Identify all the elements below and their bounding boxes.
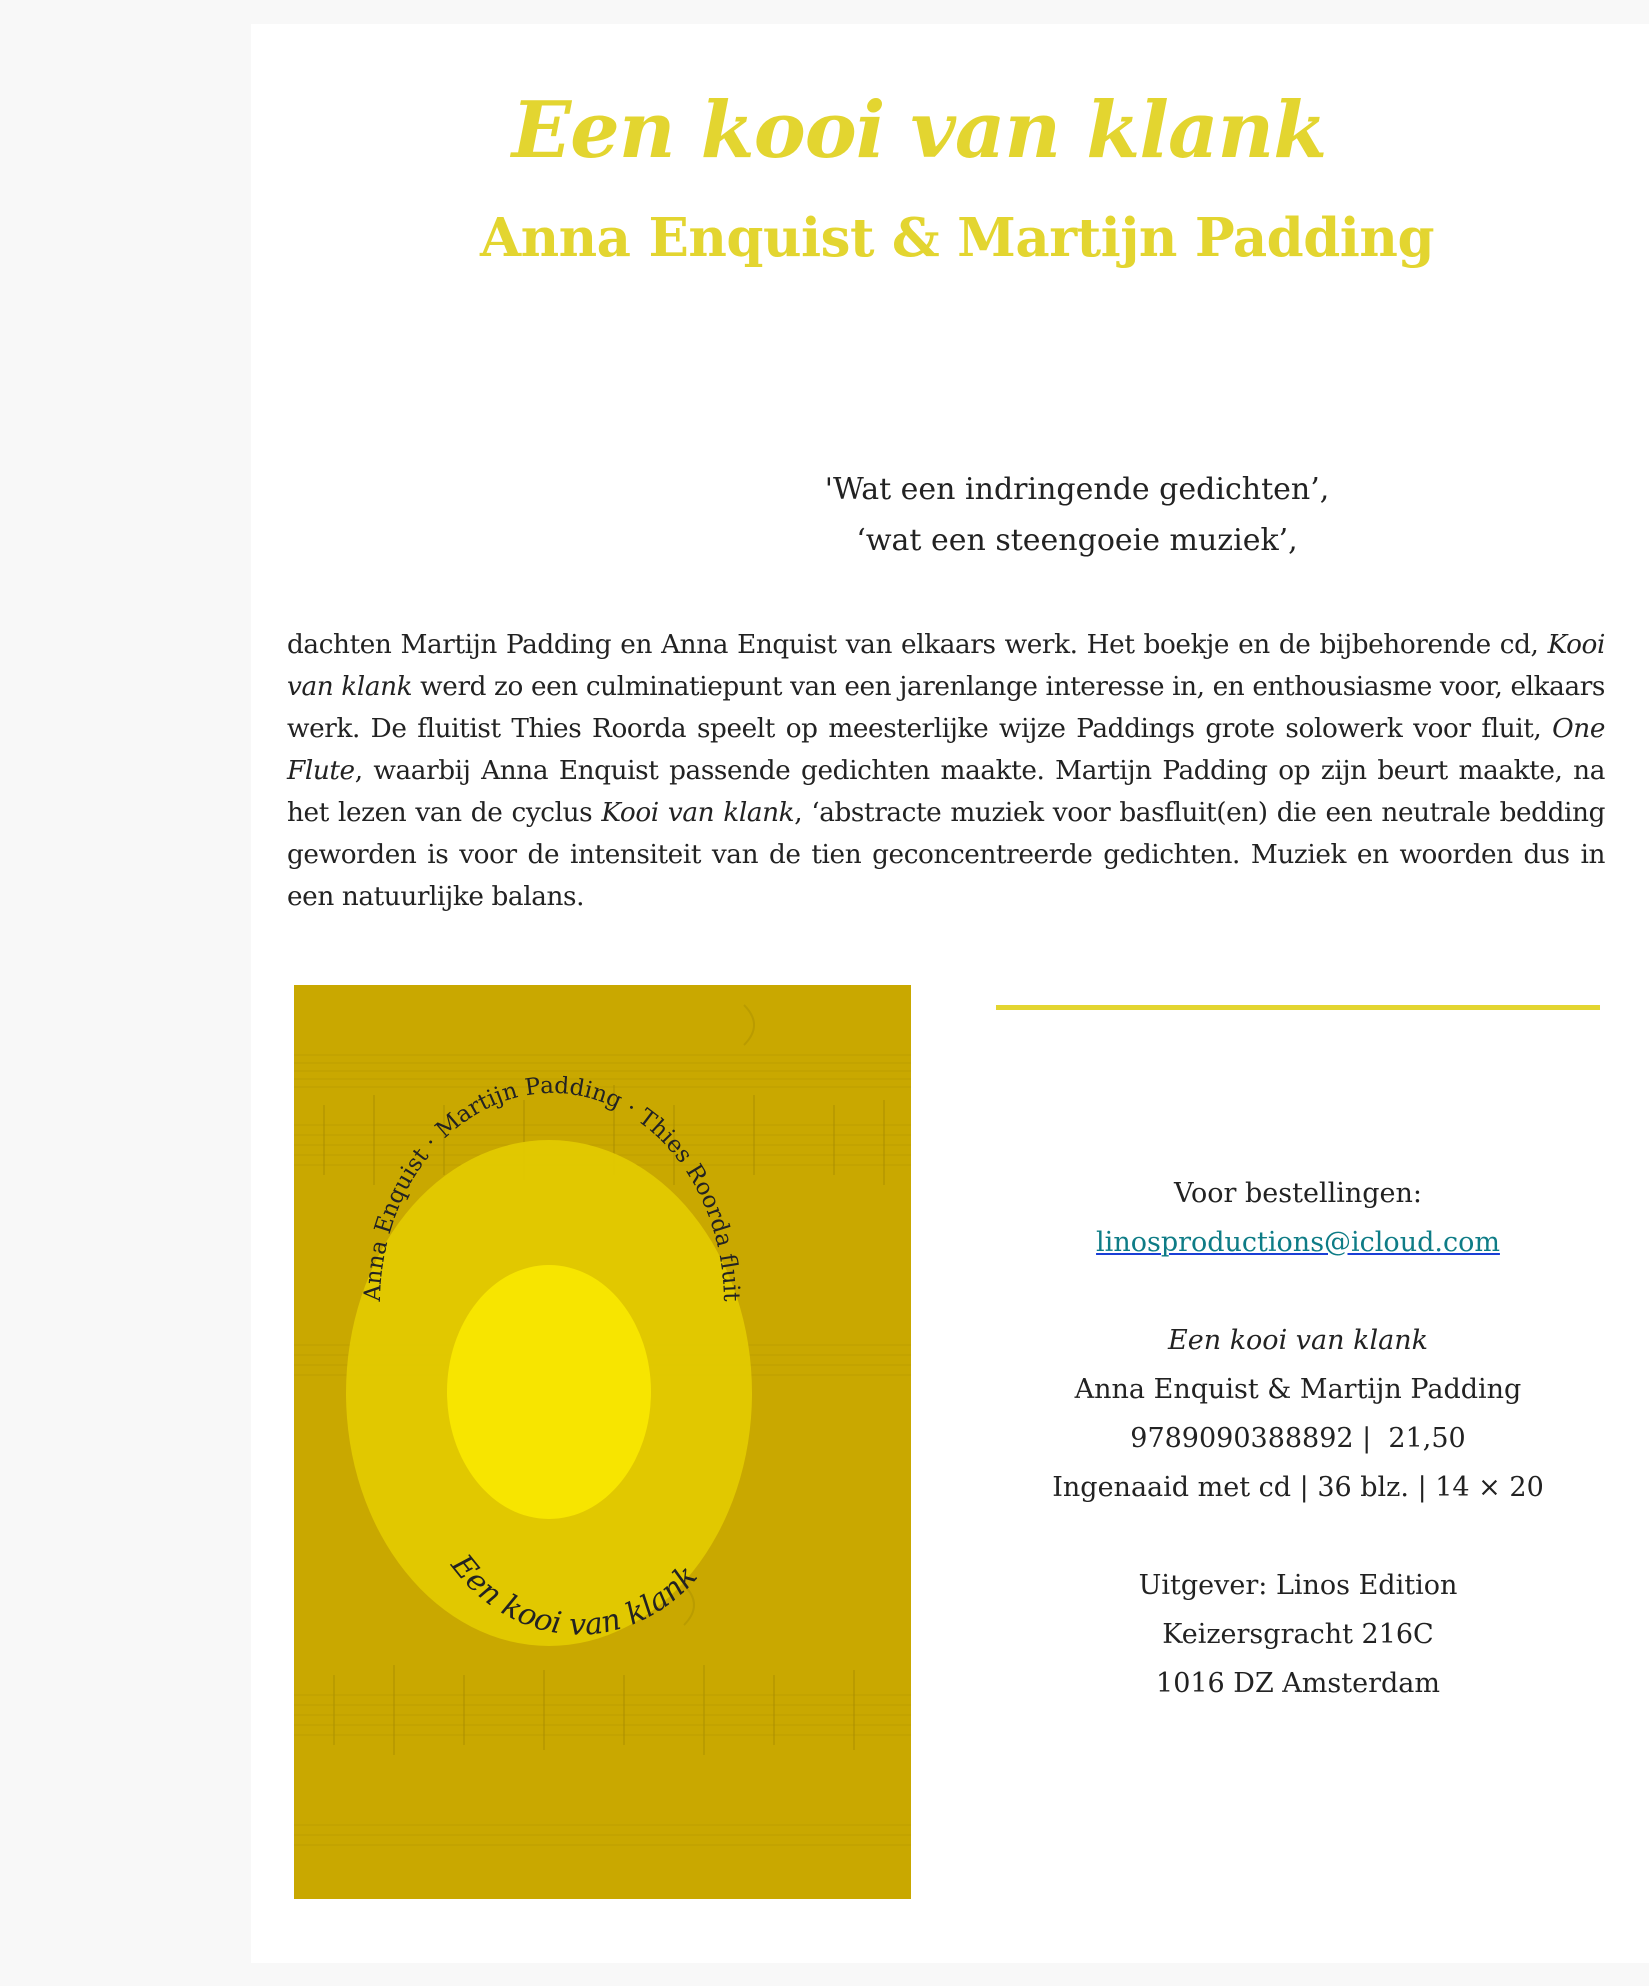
publisher-city: 1016 DZ Amsterdam [1156, 1668, 1440, 1699]
publisher-street: Keizersgracht 216C [1162, 1619, 1434, 1650]
description-italic-2: One Flute [287, 714, 1605, 786]
book-format: Ingenaaid met cd | 36 blz. | 14 × 20 [1052, 1472, 1544, 1503]
book-cover-art [294, 985, 911, 1899]
book-authors: Anna Enquist & Martijn Padding [1074, 1374, 1522, 1405]
description-text-1: dachten Martijn Padding en Anna Enquist van elkaars werk. Het boekje en de bijbehorende cd, [287, 630, 1548, 660]
description-text-2: werd zo een culminatiepunt van een jarenlange interesse in, en enthousiasme voor, elkaars werk. De fluitist Thies Roorda speelt op meesterlijke wijze Paddings grote solowerk voor fluit, [287, 672, 1605, 744]
description-text-4: , ‘abstracte muziek voor basfluit(en) die een neutrale bedding geworden is voor de intensiteit van de tien geconcentreerde gedichten. Muziek en woorden dus in een natuurlijke balans. [287, 798, 1606, 912]
divider-rule [996, 1005, 1600, 1010]
description-text-3: , waarbij Anna Enquist passende gedichten maakte. Martijn Padding op zijn beurt maakte, na het lezen van de cyclus [287, 756, 1605, 828]
description-italic-1: Kooi van klank [287, 630, 1605, 702]
publisher-name: Uitgever: Linos Edition [1138, 1570, 1458, 1601]
book-title: Een kooi van klank [1168, 1325, 1428, 1356]
description-italic-3: Kooi van klank [601, 798, 795, 828]
page-subtitle [251, 206, 1649, 270]
cover-title-text: Een kooi van klank [443, 1548, 705, 1643]
page-card [251, 24, 1649, 1963]
page-title-text: Een kooi van klank [511, 85, 1327, 176]
book-isbn-price: 9789090388892 | 21,50 [1130, 1423, 1466, 1454]
quote-line-2: ‘wat een steengoeie muziek’, [856, 523, 1298, 558]
quote-line-1: 'Wat een indringende gedichten’, [824, 472, 1330, 507]
page-subtitle-text: Anna Enquist & Martijn Padding [479, 207, 1435, 269]
cover-inner-disc [447, 1265, 651, 1519]
cover-credits-text: Anna Enquist · Martijn Padding · Thies Roorda fluit [359, 1072, 745, 1302]
order-email-link[interactable]: linosproductions@icloud.com [1096, 1227, 1500, 1258]
page-title [251, 86, 1649, 176]
quote-block [251, 464, 1649, 566]
order-heading: Voor bestellingen: [1173, 1178, 1422, 1209]
order-info [996, 1169, 1600, 1708]
book-cover-image [294, 985, 911, 1899]
description-paragraph [287, 624, 1605, 918]
